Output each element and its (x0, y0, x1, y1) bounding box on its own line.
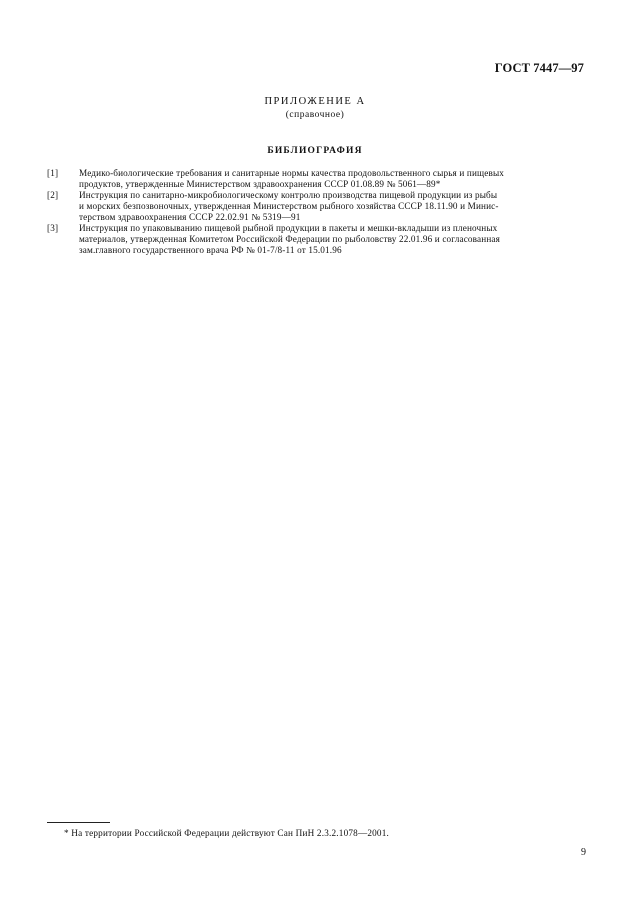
appendix-subtitle: (справочное) (285, 110, 345, 120)
bibliography-item-text (79, 190, 587, 223)
bibliography-item (47, 168, 587, 190)
bibliography-line: Инструкция по санитарно-микробиологическому контролю производства пищевой продукции из рыбы (79, 190, 498, 200)
bibliography-title: БИБЛИОГРАФИЯ (267, 146, 363, 156)
standard-code-header: ГОСТ 7447—97 (494, 61, 584, 75)
bibliography-line: материалов, утвержденная Комитетом Российской Федерации по рыболовству 22.01.96 и согласованная (79, 234, 501, 244)
bibliography-line: и морских безпозвоночных, утвержденная Министерством рыбного хозяйства СССР 18.11.90 и Минис- (79, 201, 499, 211)
bibliography-item-number: [2] (47, 190, 59, 200)
bibliography-item-text (79, 223, 587, 256)
footnote-divider (47, 822, 110, 823)
bibliography-line: терством здравоохранения СССР 22.02.91 № 5319—91 (79, 212, 301, 222)
bibliography-item-number: [3] (47, 223, 59, 233)
bibliography-item (47, 190, 587, 223)
bibliography-line: Инструкция по упаковыванию пищевой рыбной продукции в пакеты и мешки-вкладыши из пленочных (79, 223, 498, 233)
bibliography-item (47, 223, 587, 256)
page-number: 9 (581, 847, 586, 858)
bibliography-item-number: [1] (47, 168, 59, 178)
bibliography-line: зам.главного государственного врача РФ № 01-7/8-11 от 15.01.96 (79, 245, 342, 255)
bibliography-line: Медико-биологические требования и санитарные нормы качества продовольственного сырья и пищевых (79, 168, 505, 178)
footnote: * На территории Российской Федерации действуют Сан ПиН 2.3.2.1078—2001. (64, 828, 390, 838)
bibliography-list (47, 168, 587, 256)
bibliography-line: продуктов, утвержденные Министерством здравоохранения СССР 01.08.89 № 5061—89* (79, 179, 441, 189)
appendix-title: ПРИЛОЖЕНИЕ А (264, 96, 366, 107)
bibliography-item-text (79, 168, 587, 190)
